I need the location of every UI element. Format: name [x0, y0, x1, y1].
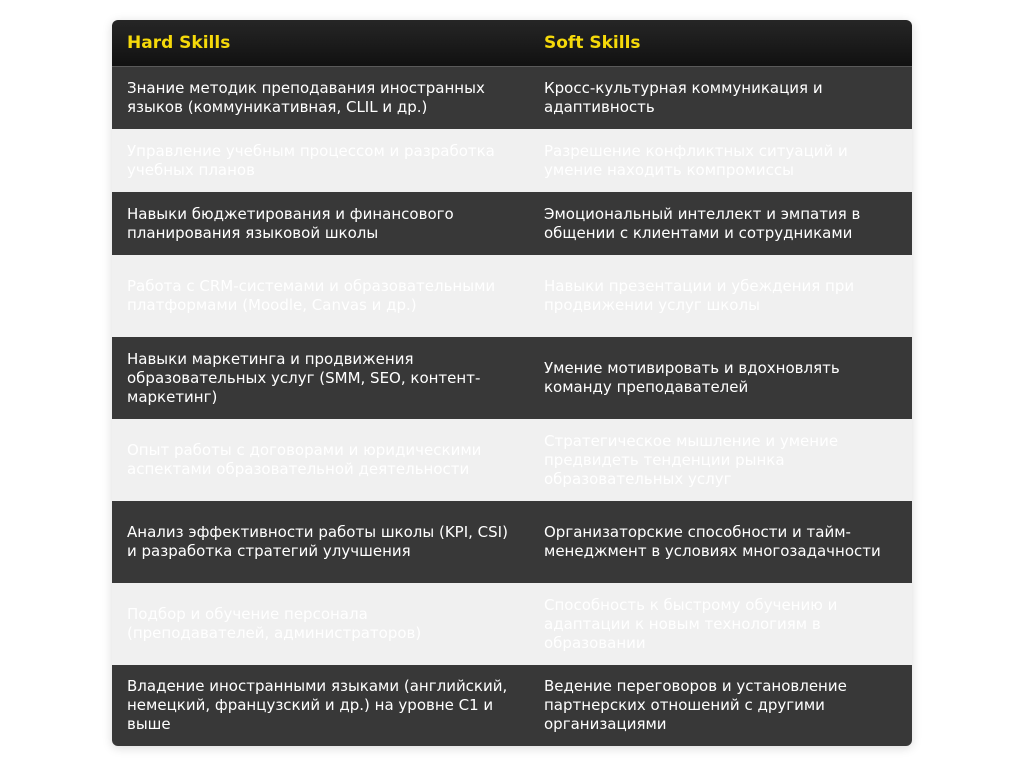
hard-skill-cell: Знание методик преподавания иностранных языков (коммуникативная, CLIL и др.) — [127, 79, 485, 116]
table-row — [112, 419, 912, 501]
soft-skill-cell: Кросс-культурная коммуникация и адаптивность — [544, 79, 823, 116]
header-soft-skills: Soft Skills — [544, 33, 641, 53]
soft-skill-cell: Ведение переговоров и установление партнерских отношений с другими организациями — [544, 677, 847, 733]
table-row — [112, 665, 912, 746]
table-row — [112, 67, 912, 129]
hard-skill-cell: Навыки маркетинга и продвижения образовательных услуг (SMM, SEO, контент-маркетинг) — [127, 349, 481, 406]
skills-table — [112, 20, 912, 746]
table-row — [112, 255, 912, 337]
hard-skill-cell: Навыки бюджетирования и финансового планирования языковой школы — [127, 204, 454, 242]
header-hard-skills: Hard Skills — [127, 33, 231, 53]
table-row — [112, 583, 912, 665]
soft-skill-cell: Организаторские способности и тайм-менеджмент в условиях многозадачности — [544, 523, 881, 560]
soft-skill-cell: Навыки презентации и убеждения при продвижении услуг школы — [544, 277, 855, 314]
hard-skill-cell: Подбор и обучение персонала (преподавателей, администраторов) — [127, 605, 422, 642]
soft-skill-cell: Стратегическое мышление и умение предвидеть тенденции рынка образовательных услуг — [544, 431, 839, 488]
hard-skill-cell: Владение иностранными языками (английский, немецкий, французский и др.) на уровне C1 и выше — [127, 677, 508, 733]
hard-skill-cell: Анализ эффективности работы школы (KPI, CSI) и разработка стратегий улучшения — [127, 523, 508, 560]
hard-skill-cell: Работа с CRM-системами и образовательными платформами (Moodle, Canvas и др.) — [127, 277, 496, 314]
soft-skill-cell: Способность к быстрому обучению и адаптации к новым технологиям в образовании — [544, 595, 838, 652]
table-row — [112, 501, 912, 583]
soft-skill-cell: Умение мотивировать и вдохновлять команду преподавателей — [544, 359, 840, 396]
table-row — [112, 192, 912, 255]
table-row — [112, 337, 912, 419]
table-row — [112, 129, 912, 192]
hard-skill-cell: Управление учебным процессом и разработка учебных планов — [127, 141, 495, 179]
table-header — [112, 20, 912, 67]
soft-skill-cell: Разрешение конфликтных ситуаций и умение находить компромиссы — [544, 141, 848, 179]
soft-skill-cell: Эмоциональный интеллект и эмпатия в общении с клиентами и сотрудниками — [544, 204, 861, 242]
hard-skill-cell: Опыт работы с договорами и юридическими аспектами образовательной деятельности — [127, 441, 482, 478]
